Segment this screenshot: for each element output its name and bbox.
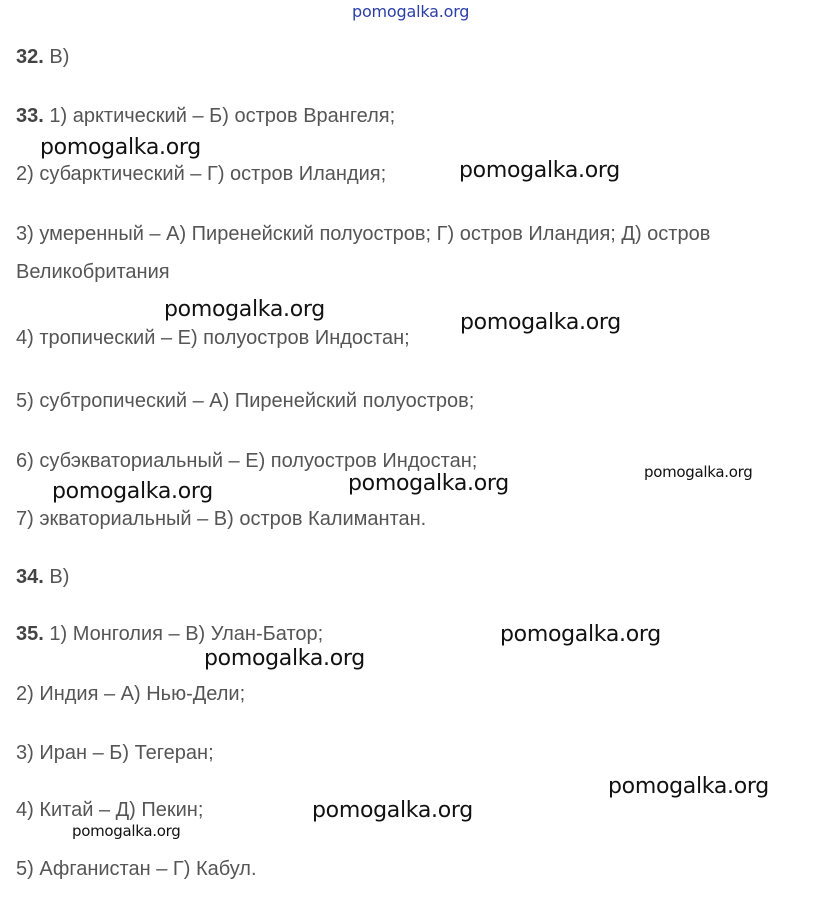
watermark: pomogalka.org [72,822,181,840]
answer-text: 6) субэкваториальный – Е) полуостров Индостан; [16,450,478,472]
answer-text: 3) умеренный – А) Пиренейский полуостров; Г) остров Иландия; Д) остров [16,223,711,245]
answer-35-1 [16,622,323,646]
answer-34 [16,565,69,589]
watermark: pomogalka.org [460,310,621,335]
answer-text: 5) Афганистан – Г) Кабул. [16,858,257,880]
answer-32 [16,45,69,69]
answer-text: 4) Китай – Д) Пекин; [16,799,204,821]
answer-text: 2) Индия – А) Нью-Дели; [16,683,246,705]
question-number: 33. [16,105,44,127]
answer-text: 1) арктический – Б) остров Врангеля; [43,105,396,127]
header-watermark: pomogalka.org [352,2,470,21]
question-number: 34. [16,566,44,588]
watermark: pomogalka.org [204,646,365,671]
answer-text: 7) экваториальный – В) остров Калимантан. [16,508,427,530]
answer-33-3 [16,222,710,246]
answer-33-4 [16,326,410,350]
question-number: 35. [16,623,44,645]
answer-text: 2) субарктический – Г) остров Иландия; [16,163,387,185]
watermark: pomogalka.org [164,297,325,322]
answer-text: В) [43,566,70,588]
answer-33-7 [16,507,426,531]
watermark: pomogalka.org [348,471,509,496]
watermark: pomogalka.org [459,158,620,183]
watermark: pomogalka.org [52,479,213,504]
answer-33-3-cont [16,260,170,284]
answer-33-2 [16,162,386,186]
answer-text: Великобритания [16,261,170,283]
watermark: pomogalka.org [644,463,753,481]
answer-text: 5) субтропический – А) Пиренейский полуостров; [16,390,475,412]
answer-text: 4) тропический – Е) полуостров Индостан; [16,327,410,349]
answer-35-4 [16,798,203,822]
answer-35-2 [16,682,245,706]
watermark: pomogalka.org [40,135,201,160]
watermark: pomogalka.org [500,622,661,647]
answer-text: 1) Монголия – В) Улан-Батор; [43,623,324,645]
answer-33-5 [16,389,474,413]
answer-text: В) [43,46,70,68]
answer-text: 3) Иран – Б) Тегеран; [16,742,214,764]
answer-35-5 [16,857,257,881]
answer-33-1 [16,104,395,128]
watermark: pomogalka.org [312,798,473,823]
watermark: pomogalka.org [608,774,769,799]
answer-35-3 [16,741,214,765]
answer-33-6 [16,449,477,473]
question-number: 32. [16,46,44,68]
